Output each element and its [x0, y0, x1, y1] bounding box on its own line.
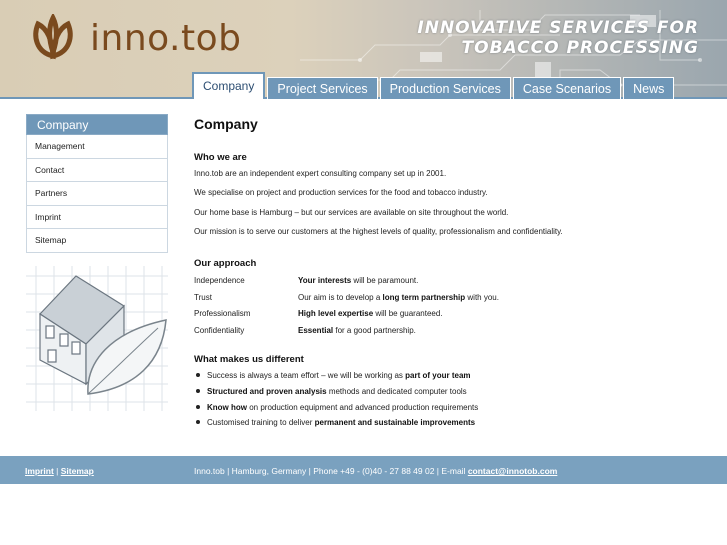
bullet-icon	[196, 373, 200, 377]
bullet-icon	[196, 389, 200, 393]
main-navigation	[192, 72, 676, 99]
sidebar-item-partners[interactable]: Partners	[26, 182, 168, 206]
tab-project-services[interactable]: Project Services	[267, 77, 377, 99]
page-title: Company	[194, 116, 258, 132]
list-item: Know how on production equipment and advanced production requirements	[194, 403, 478, 412]
tab-company[interactable]: Company	[192, 72, 265, 99]
tab-news[interactable]: News	[623, 77, 674, 99]
brand-logo-icon[interactable]	[30, 14, 76, 60]
approach-value: Our aim is to develop a long term partnership with you.	[298, 293, 499, 302]
tab-production-services[interactable]: Production Services	[380, 77, 511, 99]
house-and-leaf-illustration	[26, 266, 168, 411]
approach-key: Confidentiality	[194, 326, 245, 335]
site-footer	[0, 456, 727, 484]
footer-separator: |	[53, 466, 61, 476]
list-item: Success is always a team effort – we will be working as part of your team	[194, 371, 471, 380]
sidebar-item-management[interactable]: Management	[26, 135, 168, 159]
our-approach-heading: Our approach	[194, 258, 257, 269]
footer-sitemap-link[interactable]: Sitemap	[60, 466, 94, 476]
footer-address	[194, 466, 557, 476]
bullet-icon	[196, 420, 200, 424]
sidebar-item-imprint[interactable]: Imprint	[26, 206, 168, 230]
approach-key: Trust	[194, 293, 212, 302]
approach-value: Your interests will be paramount.	[298, 276, 419, 285]
tab-case-scenarios[interactable]: Case Scenarios	[513, 77, 621, 99]
sidebar-item-sitemap[interactable]: Sitemap	[26, 229, 168, 253]
who-paragraph: Our home base is Hamburg – but our services are available on site throughout the world.	[194, 208, 509, 217]
who-paragraph: We specialise on project and production services for the food and tobacco industry.	[194, 188, 488, 197]
list-item: Structured and proven analysis methods and dedicated computer tools	[194, 387, 467, 396]
sidebar-menu	[26, 114, 168, 253]
approach-key: Professionalism	[194, 309, 251, 318]
who-paragraph: Our mission is to serve our customers at the highest levels of quality, professionalism and confidentiality.	[194, 227, 563, 236]
what-makes-us-different-heading: What makes us different	[194, 354, 304, 365]
bullet-icon	[196, 405, 200, 409]
list-item: Customised training to deliver permanent and sustainable improvements	[194, 418, 475, 427]
site-header	[0, 0, 727, 99]
footer-imprint-link[interactable]: Imprint	[25, 466, 54, 476]
approach-value: Essential for a good partnership.	[298, 326, 416, 335]
sidebar-item-contact[interactable]: Contact	[26, 159, 168, 183]
approach-key: Independence	[194, 276, 245, 285]
footer-email-link[interactable]: contact@innotob.com	[467, 466, 558, 476]
footer-address-text: Inno.tob | Hamburg, Germany | Phone +49 - (0)40 - 27 88 49 02 | E-mail	[194, 466, 468, 476]
approach-value: High level expertise will be guaranteed.	[298, 309, 443, 318]
footer-links	[25, 466, 94, 476]
tagline-line-1: INNOVATIVE SERVICES FOR	[417, 18, 699, 38]
sidebar-title: Company	[26, 114, 168, 135]
who-paragraph: Inno.tob are an independent expert consulting company set up in 2001.	[194, 169, 447, 178]
brand-name[interactable]: inno.tob	[90, 18, 242, 59]
who-we-are-heading: Who we are	[194, 152, 247, 163]
tagline-line-2: TOBACCO PROCESSING	[461, 38, 699, 58]
